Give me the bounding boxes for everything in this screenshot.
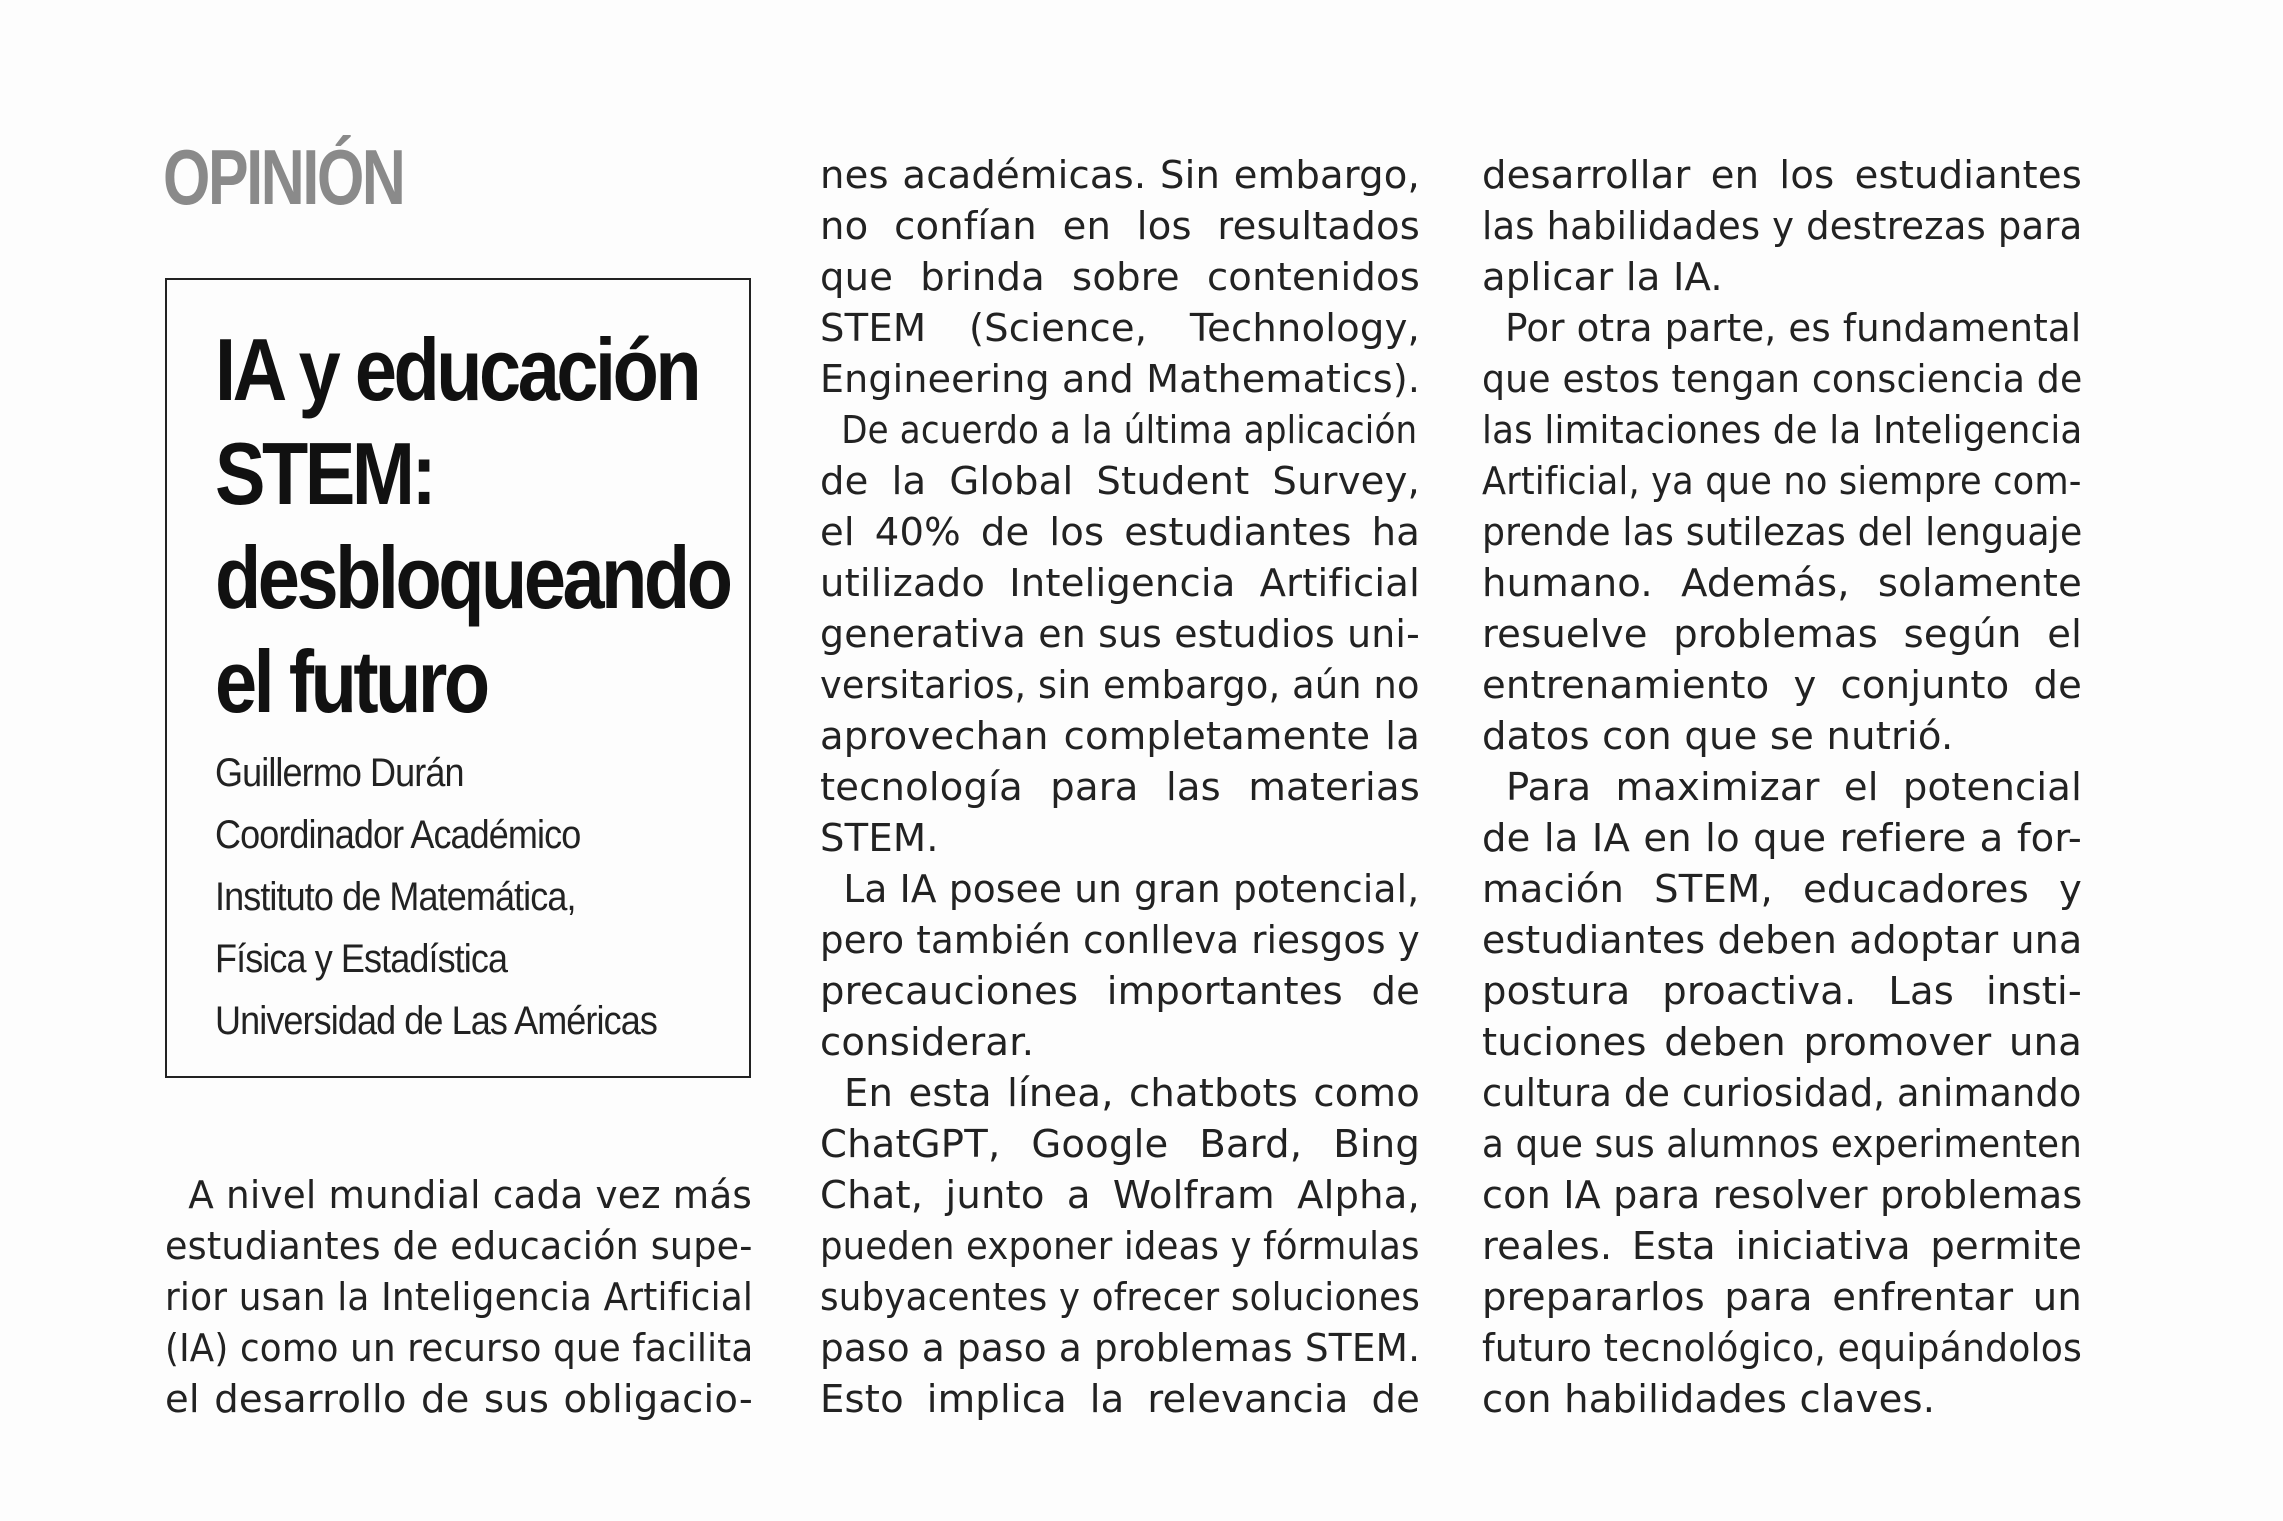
text-line: cultura de curiosidad, animando (1482, 1071, 2082, 1116)
text-line: aprovechan completamente la (820, 714, 1420, 759)
text-line: futuro tecnológico, equipándolos (1482, 1326, 2083, 1371)
text-line: que brinda sobre contenidos (820, 255, 1420, 300)
text-line: Artificial, ya que no siempre com- (1482, 459, 2082, 504)
text-line: con habilidades claves. (1482, 1377, 1936, 1422)
text-line: subyacentes y ofrecer soluciones (820, 1275, 1421, 1320)
text-line: STEM. (820, 816, 939, 861)
text-line: STEM (Science, Technology, (820, 306, 1420, 351)
text-line: En esta línea, chatbots como (844, 1071, 1420, 1116)
text-line: que estos tengan consciencia de (1482, 357, 2083, 402)
headline-line: desbloqueando (215, 528, 730, 627)
text-line: Para maximizar el potencial (1506, 765, 2082, 810)
text-line: nes académicas. Sin embargo, (820, 153, 1420, 198)
text-line: Por otra parte, es fundamental (1505, 306, 2082, 351)
text-line: desarrollar en los estudiantes (1482, 153, 2082, 198)
headline-box (165, 278, 751, 1078)
text-line: datos con que se nutrió. (1482, 714, 1954, 759)
text-line: entrenamiento y conjunto de (1482, 663, 2082, 708)
text-line: utilizado Inteligencia Artificial (820, 561, 1420, 606)
text-line: rior usan la Inteligencia Artificial (165, 1275, 754, 1320)
text-line: reales. Esta iniciativa permite (1482, 1224, 2082, 1269)
text-line: versitarios, sin embargo, aún no (820, 663, 1420, 708)
text-line: mación STEM, educadores y (1482, 867, 2082, 912)
text-line: estudiantes deben adoptar una (1482, 918, 2083, 963)
text-line: estudiantes de educación supe- (165, 1224, 753, 1269)
text-line: las limitaciones de la Inteligencia (1482, 408, 2083, 453)
text-line: el desarrollo de sus obligacio- (165, 1377, 753, 1422)
text-line: generativa en sus estudios uni- (820, 612, 1420, 657)
headline-line: el futuro (215, 632, 487, 731)
text-line: (IA) como un recurso que facilita (165, 1326, 754, 1371)
text-line: Esto implica la relevancia de (820, 1377, 1420, 1422)
text-line: La IA posee un gran potencial, (843, 867, 1420, 912)
text-line: humano. Además, solamente (1482, 561, 2082, 606)
text-line: De acuerdo a la última aplicación (841, 408, 1418, 453)
text-line: tuciones deben promover una (1482, 1020, 2082, 1065)
text-line: aplicar la IA. (1482, 255, 1723, 300)
author-name: Guillermo Durán (215, 751, 464, 795)
text-line: ChatGPT, Google Bard, Bing (820, 1122, 1420, 1167)
text-line: resuelve problemas según el (1482, 612, 2082, 657)
text-line: A nivel mundial cada vez más (188, 1173, 753, 1218)
author-institute: Instituto de Matemática, (215, 875, 576, 919)
text-line: paso a paso a problemas STEM. (820, 1326, 1421, 1371)
article-column-2 (820, 150, 1420, 1425)
text-line: las habilidades y destrezas para (1482, 204, 2083, 249)
section-label: OPINIÓN (163, 133, 404, 221)
text-line: el 40% de los estudiantes ha (820, 510, 1420, 555)
text-line: prepararlos para enfrentar un (1482, 1275, 2082, 1320)
text-line: considerar. (820, 1020, 1035, 1065)
text-line: con IA para resolver problemas (1482, 1173, 2083, 1218)
author-university: Universidad de Las Américas (215, 999, 657, 1043)
text-line: no confían en los resultados (820, 204, 1420, 249)
headline-line: STEM: (215, 424, 434, 523)
article-column-3 (1482, 150, 2082, 1425)
byline (215, 742, 755, 1052)
headline-line: IA y educación (215, 320, 699, 419)
author-institute: Física y Estadística (215, 937, 508, 981)
text-line: pero también conlleva riesgos y (820, 918, 1420, 963)
article-column-1 (165, 1170, 753, 1425)
text-line: pueden exponer ideas y fórmulas (820, 1224, 1420, 1269)
text-line: de la Global Student Survey, (820, 459, 1420, 504)
text-line: a que sus alumnos experimenten (1482, 1122, 2083, 1167)
text-line: tecnología para las materias (820, 765, 1420, 810)
text-line: de la IA en lo que refiere a for- (1482, 816, 2082, 861)
author-role: Coordinador Académico (215, 813, 581, 857)
text-line: precauciones importantes de (820, 969, 1420, 1014)
text-line: Chat, junto a Wolfram Alpha, (820, 1173, 1420, 1218)
text-line: postura proactiva. Las insti- (1482, 969, 2082, 1014)
text-line: Engineering and Mathematics). (820, 357, 1421, 402)
headline (215, 318, 748, 734)
text-line: prende las sutilezas del lenguaje (1482, 510, 2083, 555)
